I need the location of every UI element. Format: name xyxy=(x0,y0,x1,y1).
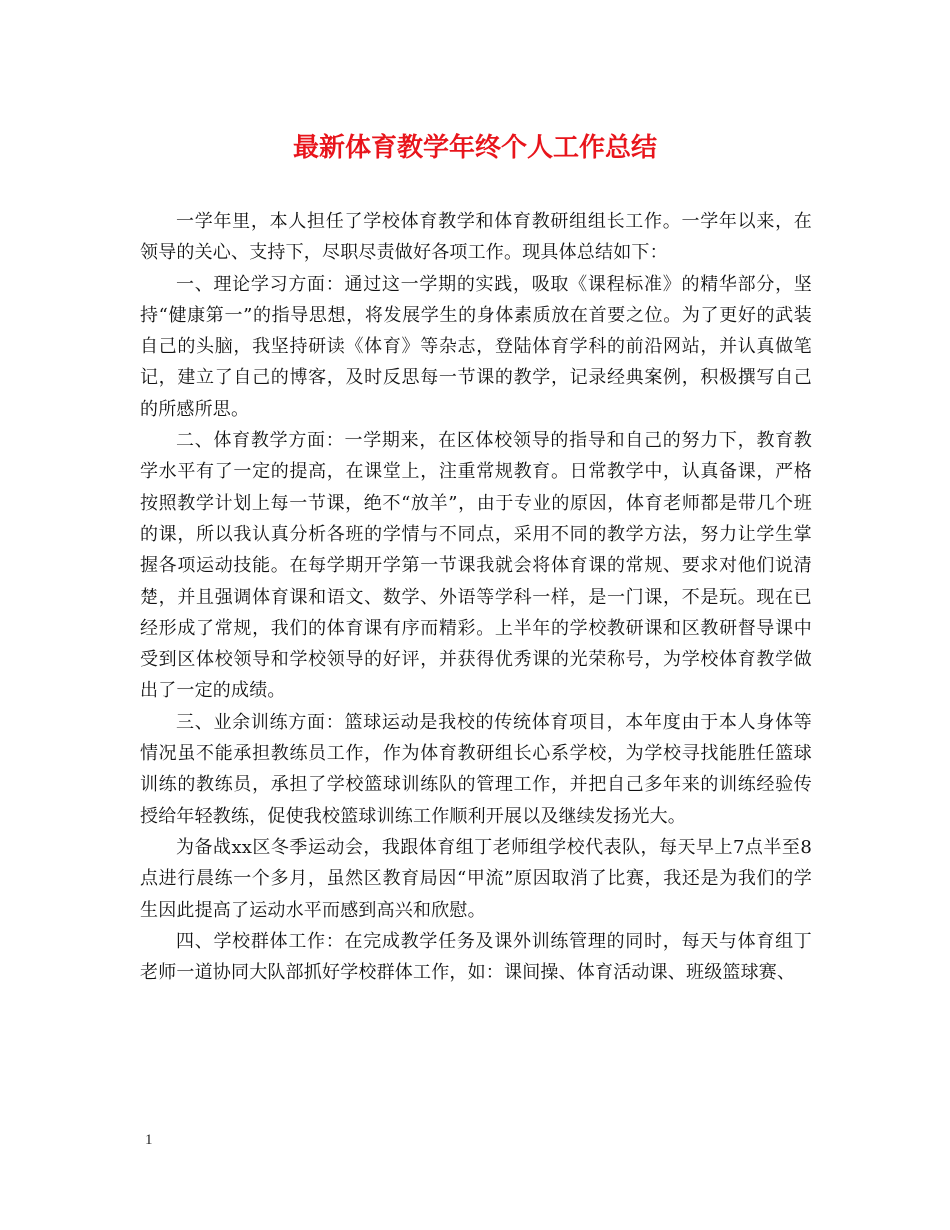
paragraph-theory-study: 一、理论学习方面：通过这一学期的实践，吸取《课程标准》的精华部分，坚持“健康第一”的指导思想，将发展学生的身体素质放在首要之位。为了更好的武装自己的头脑，我坚持研读《体育》等杂志，登陆体育学科的前沿网站，并认真做笔记，建立了自己的博客，及时反思每一节课的教学，记录经典案例，积极撰写自己的所感所思。 xyxy=(140,273,812,420)
document-body xyxy=(140,206,812,988)
paragraph-winter-games: 为备战xx区冬季运动会，我跟体育组丁老师组学校代表队，每天早上7点半至8点进行晨练一个多月，虽然区教育局因“甲流”原因取消了比赛，我还是为我们的学生因此提高了运动水平而感到高兴和欣慰。 xyxy=(140,836,812,921)
paragraph-intro: 一学年里，本人担任了学校体育教学和体育教研组组长工作。一学年以来，在领导的关心、支持下，尽职尽责做好各项工作。现具体总结如下： xyxy=(140,211,812,264)
page-number: 1 xyxy=(145,1132,153,1148)
paragraph-pe-teaching: 二、体育教学方面：一学期来，在区体校领导的指导和自己的努力下，教育教学水平有了一定的提高，在课堂上，注重常规教育。日常教学中，认真备课，严格按照教学计划上每一节课，绝不“放羊”，由于专业的原因，体育老师都是带几个班的课，所以我认真分析各班的学情与不同点，采用不同的教学方法，努力让学生掌握各项运动技能。在每学期开学第一节课我就会将体育课的常规、要求对他们说清楚，并且强调体育课和语文、数学、外语等学科一样，是一门课，不是玩。现在已经形成了常规，我们的体育课有序而精彩。上半年的学校教研课和区教研督导课中受到区体校领导和学校领导的好评，并获得优秀课的光荣称号，为学校体育教学做出了一定的成绩。 xyxy=(140,430,812,702)
paragraph-amateur-training: 三、业余训练方面：篮球运动是我校的传统体育项目，本年度由于本人身体等情况虽不能承担教练员工作，作为体育教研组长心系学校，为学校寻找能胜任篮球训练的教练员，承担了学校篮球训练队的管理工作，并把自己多年来的训练经验传授给年轻教练，促使我校篮球训练工作顺利开展以及继续发扬光大。 xyxy=(140,711,812,827)
document-title: 最新体育教学年终个人工作总结 xyxy=(292,133,657,163)
paragraph-group-work: 四、学校群体工作：在完成教学任务及课外训练管理的同时，每天与体育组丁老师一道协同大队部抓好学校群体工作，如：课间操、体育活动课、班级篮球赛、 xyxy=(140,930,812,984)
